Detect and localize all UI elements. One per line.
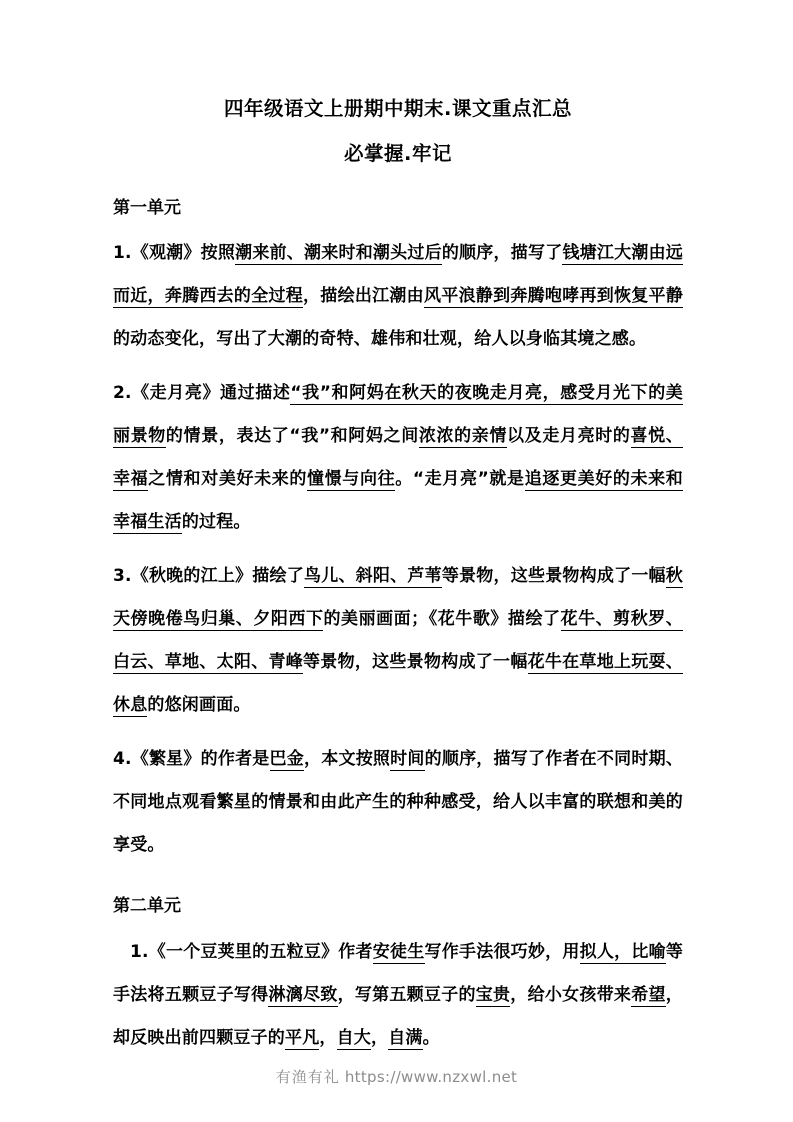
lesson-paragraph bbox=[113, 931, 683, 1060]
underlined-text: 淋漓尽致 bbox=[268, 984, 338, 1005]
plain-text: 的情景，表达了“我”和阿妈之间 bbox=[165, 426, 419, 447]
underlined-text: 秋天傍晚倦鸟归巢、夕阳西下 bbox=[113, 566, 683, 630]
plain-text: 。“走月亮”就是 bbox=[395, 469, 525, 490]
plain-text: 1.《一个豆荚里的五粒豆》作者 bbox=[130, 941, 373, 962]
plain-text: 1.《观潮》按照 bbox=[113, 243, 236, 264]
underlined-text: 花牛、剪秋罗、白云、草地、太阳、青峰 bbox=[113, 609, 683, 673]
plain-text: 3.《秋晚的江上》描绘了 bbox=[113, 566, 304, 587]
plain-text: 等手法将五颗豆子写得 bbox=[113, 941, 684, 1005]
plain-text: 的顺序，描写了 bbox=[441, 243, 563, 264]
underlined-text: 钱塘江大潮由远而近，奔腾西去的全过程 bbox=[113, 243, 684, 307]
underlined-text: 时间 bbox=[390, 749, 425, 770]
plain-text: 。 bbox=[422, 1027, 440, 1048]
underlined-text: 鸟儿、斜阳、芦苇 bbox=[304, 566, 442, 587]
underlined-text: 宝贵 bbox=[475, 984, 511, 1005]
underlined-text: “我”和阿妈在秋天的夜晚走月亮，感受月光下的美丽景物 bbox=[113, 383, 683, 447]
footer-brand: 有渔有礼 bbox=[275, 1068, 340, 1086]
plain-text: ，描绘出江潮由 bbox=[303, 286, 424, 307]
plain-text: 2.《走月亮》通过描述 bbox=[113, 383, 291, 404]
underlined-text: 花牛在草地上玩耍、休息 bbox=[113, 652, 684, 716]
unit-heading: 第二单元 bbox=[113, 896, 181, 917]
lesson-paragraph bbox=[113, 232, 683, 361]
document-subtitle: 必掌握.牢记 bbox=[344, 142, 452, 166]
underlined-text: 自满 bbox=[388, 1027, 423, 1048]
unit-heading: 第一单元 bbox=[113, 197, 181, 218]
plain-text: ，给小女孩带来 bbox=[510, 984, 632, 1005]
plain-text: 4.《繁星》的作者是 bbox=[113, 749, 270, 770]
underlined-text: 安徒生 bbox=[372, 941, 425, 962]
plain-text: ， bbox=[319, 1027, 337, 1048]
document-title: 四年级语文上册期中期末.课文重点汇总 bbox=[224, 97, 572, 120]
lesson-paragraph bbox=[113, 738, 683, 867]
page-footer bbox=[0, 1066, 793, 1087]
plain-text: 的顺序，描写了作者在不同时期、不同地点观看繁星的情景和由此产生的种种感受，给人以丰富的联想和美的享受。 bbox=[113, 749, 684, 856]
document-content bbox=[113, 95, 683, 1060]
underlined-text: 拟人，比喻 bbox=[579, 941, 666, 962]
underlined-text: 憧憬与向往 bbox=[307, 469, 396, 490]
plain-text: 写作手法很巧妙，用 bbox=[424, 941, 580, 962]
plain-text: 以及走月亮时的 bbox=[507, 426, 631, 447]
underlined-text: 潮来前、潮来时和潮头过后 bbox=[235, 243, 442, 264]
plain-text: 的美丽画面；《花牛歌》描绘了 bbox=[323, 609, 561, 630]
underlined-text: 自大 bbox=[336, 1027, 372, 1048]
underlined-text: 巴金 bbox=[269, 749, 305, 770]
plain-text: ，却反映出前四颗豆子的 bbox=[113, 984, 683, 1048]
plain-text: 的过程。 bbox=[181, 512, 251, 533]
plain-text: 的动态变化，写出了大潮的奇特、雄伟和壮观，给人以身临其境之感。 bbox=[113, 329, 647, 350]
lesson-paragraph bbox=[113, 555, 683, 727]
plain-text: ，写第五颗豆子的 bbox=[337, 984, 476, 1005]
plain-text: 等景物，这些景物构成了一幅 bbox=[303, 652, 528, 673]
plain-text: 的悠闲画面。 bbox=[147, 695, 251, 716]
units-container bbox=[113, 196, 683, 1060]
plain-text: 之情和对美好未来的 bbox=[148, 469, 308, 490]
underlined-text: 平凡 bbox=[285, 1027, 320, 1048]
underlined-text: 喜悦、幸福 bbox=[113, 426, 683, 490]
plain-text: 等景物，这些景物构成了一幅 bbox=[441, 566, 666, 587]
underlined-text: 追逐更美好的未来和幸福生活 bbox=[113, 469, 683, 533]
underlined-text: 希望 bbox=[631, 984, 666, 1005]
underlined-text: 浓浓的亲情 bbox=[418, 426, 508, 447]
plain-text: ，本文按照 bbox=[304, 749, 391, 770]
footer-url: https://www.nzxwl.net bbox=[344, 1068, 518, 1086]
underlined-text: 风平浪静到奔腾咆哮再到恢复平静 bbox=[423, 286, 684, 307]
plain-text: ， bbox=[371, 1027, 389, 1048]
lesson-paragraph bbox=[113, 372, 683, 544]
